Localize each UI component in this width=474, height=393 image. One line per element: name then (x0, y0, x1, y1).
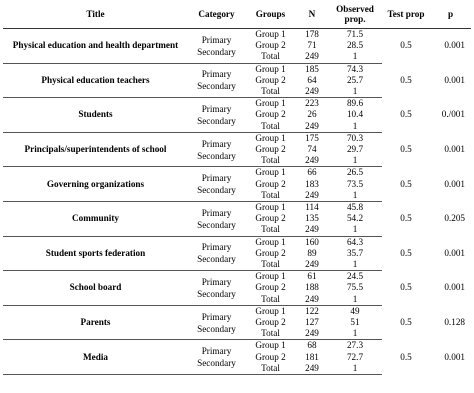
group-n: 127 (305, 317, 319, 328)
group-label: Group 2 (255, 282, 286, 293)
group-label: Total (245, 224, 296, 236)
group-n: 249 (296, 155, 328, 167)
group-n: 249 (296, 328, 328, 340)
group-observed-prop: 51 (350, 317, 360, 328)
group-n: 114 (305, 202, 319, 213)
group-n: 249 (296, 363, 328, 375)
group-label: Group 1 (255, 63, 286, 74)
group-observed-prop: 71.5 (346, 29, 364, 39)
table-row (3, 236, 471, 248)
row-category: Primary Secondary (188, 340, 245, 375)
group-label: Group 1 (255, 340, 286, 351)
group-n: 249 (296, 51, 328, 63)
group-label: Group 2 (255, 213, 286, 224)
group-n: 68 (307, 340, 317, 351)
group-observed-prop: 1 (328, 86, 382, 98)
group-label: Total (245, 259, 296, 271)
table-row (3, 340, 471, 352)
row-title: Physical education and health department (3, 29, 188, 64)
row-title: Student sports federation (3, 236, 188, 271)
row-category: Primary Secondary (188, 202, 245, 237)
row-p-value: 0.001 (444, 40, 465, 51)
row-p-value: 0.128 (444, 317, 465, 328)
group-n: 249 (296, 86, 328, 98)
group-n: 181 (305, 351, 319, 362)
group-n: 178 (305, 29, 319, 39)
header-test-prop: Test prop (382, 0, 430, 29)
group-label: Group 1 (255, 202, 286, 213)
group-n: 185 (305, 63, 319, 74)
group-n: 71 (307, 40, 317, 51)
group-n: 89 (307, 247, 317, 258)
group-label: Group 2 (255, 109, 286, 120)
group-label: Group 1 (255, 305, 286, 316)
row-title: Governing organizations (3, 167, 188, 202)
group-n: 183 (305, 178, 319, 189)
group-observed-prop: 70.3 (346, 132, 364, 143)
group-observed-prop: 1 (328, 51, 382, 63)
group-n: 122 (305, 305, 319, 316)
group-n: 175 (305, 132, 319, 143)
group-n: 66 (307, 167, 317, 178)
row-p-value: 0.001 (444, 74, 465, 85)
group-observed-prop: 1 (328, 259, 382, 271)
header-groups: Groups (245, 0, 296, 29)
group-label: Group 2 (255, 144, 286, 155)
group-label: Group 2 (255, 247, 286, 258)
group-label: Total (245, 86, 296, 98)
header-category: Category (188, 0, 245, 29)
group-label: Group 1 (255, 271, 286, 282)
row-p-value: 0.001 (444, 282, 465, 293)
group-n: 249 (296, 259, 328, 271)
header-title: Title (3, 0, 188, 29)
row-title: Physical education teachers (3, 63, 188, 98)
group-n: 160 (305, 236, 319, 247)
row-title: Parents (3, 305, 188, 340)
header-p: p (430, 0, 471, 29)
group-label: Group 2 (255, 74, 286, 85)
group-n: 249 (296, 121, 328, 133)
group-observed-prop: 25.7 (346, 74, 364, 85)
group-n: 26 (307, 109, 317, 120)
group-observed-prop: 10.4 (346, 109, 364, 120)
row-test-prop: 0.5 (400, 109, 412, 120)
group-observed-prop: 35.7 (346, 247, 364, 258)
group-label: Total (245, 328, 296, 340)
group-label: Total (245, 155, 296, 167)
row-test-prop: 0.5 (400, 317, 412, 328)
group-n: 249 (296, 224, 328, 236)
group-observed-prop: 29.7 (346, 144, 364, 155)
row-p-value: 0.001 (444, 178, 465, 189)
group-n: 64 (307, 74, 317, 85)
row-test-prop: 0.5 (400, 40, 412, 51)
row-category: Primary Secondary (188, 167, 245, 202)
row-title: Principals/superintendents of school (3, 132, 188, 167)
row-category: Primary Secondary (188, 29, 245, 64)
group-observed-prop: 72.7 (346, 351, 364, 362)
group-observed-prop: 24.5 (346, 271, 364, 282)
row-p-value: 0.205 (444, 213, 465, 224)
row-title: Media (3, 340, 188, 375)
group-observed-prop: 49 (350, 305, 360, 316)
group-label: Total (245, 51, 296, 63)
group-observed-prop: 1 (328, 328, 382, 340)
row-test-prop: 0.5 (400, 144, 412, 155)
group-observed-prop: 26.5 (346, 167, 364, 178)
group-label: Total (245, 121, 296, 133)
row-test-prop: 0.5 (400, 213, 412, 224)
row-title: Community (3, 202, 188, 237)
table-row (3, 132, 471, 144)
group-label: Group 1 (255, 98, 286, 109)
group-observed-prop: 73.5 (346, 178, 364, 189)
group-label: Total (245, 363, 296, 375)
table-row (3, 202, 471, 214)
row-test-prop: 0.5 (400, 178, 412, 189)
table-row (3, 63, 471, 75)
group-label: Group 1 (255, 236, 286, 247)
group-observed-prop: 89.6 (346, 98, 364, 109)
group-observed-prop: 1 (328, 224, 382, 236)
row-category: Primary Secondary (188, 63, 245, 98)
group-label: Group 2 (255, 317, 286, 328)
header-n: N (296, 0, 328, 29)
row-category: Primary Secondary (188, 271, 245, 306)
group-label: Group 2 (255, 178, 286, 189)
row-category: Primary Secondary (188, 132, 245, 167)
group-observed-prop: 54.2 (346, 213, 364, 224)
row-test-prop: 0.5 (400, 351, 412, 362)
row-test-prop: 0.5 (400, 74, 412, 85)
group-observed-prop: 1 (328, 121, 382, 133)
group-n: 74 (307, 144, 317, 155)
row-p-value: 0.001 (444, 144, 465, 155)
group-label: Group 1 (255, 167, 286, 178)
group-observed-prop: 64.3 (346, 236, 364, 247)
row-title: Students (3, 98, 188, 133)
group-observed-prop: 1 (328, 190, 382, 202)
header-row (3, 0, 471, 29)
group-n: 188 (305, 282, 319, 293)
group-label: Group 1 (255, 29, 286, 39)
group-n: 61 (307, 271, 317, 282)
group-observed-prop: 1 (328, 363, 382, 375)
row-test-prop: 0.5 (400, 247, 412, 258)
group-observed-prop: 75.5 (346, 282, 364, 293)
group-n: 135 (305, 213, 319, 224)
table-row (3, 305, 471, 317)
group-n: 249 (296, 190, 328, 202)
row-p-value: 0.001 (444, 247, 465, 258)
header-observed-prop: Observed prop. (328, 0, 382, 29)
group-n: 249 (296, 294, 328, 306)
table-body (3, 29, 471, 375)
group-label: Total (245, 294, 296, 306)
table-header (3, 0, 471, 29)
row-test-prop: 0.5 (400, 282, 412, 293)
group-observed-prop: 1 (328, 294, 382, 306)
group-label: Group 2 (255, 351, 286, 362)
group-label: Group 1 (255, 132, 286, 143)
table-row (3, 29, 471, 41)
group-label: Total (245, 190, 296, 202)
row-title: School board (3, 271, 188, 306)
row-p-value: 0./001 (441, 109, 465, 120)
group-observed-prop: 1 (328, 155, 382, 167)
row-category: Primary Secondary (188, 236, 245, 271)
proportions-table (3, 0, 471, 375)
group-n: 223 (305, 98, 319, 109)
group-observed-prop: 27.3 (346, 340, 364, 351)
table-row (3, 167, 471, 179)
group-observed-prop: 74.3 (346, 63, 364, 74)
group-label: Group 2 (255, 40, 286, 51)
group-observed-prop: 28.5 (346, 40, 364, 51)
group-observed-prop: 45.8 (346, 202, 364, 213)
row-category: Primary Secondary (188, 98, 245, 133)
table-row (3, 271, 471, 283)
row-category: Primary Secondary (188, 305, 245, 340)
table-row (3, 98, 471, 110)
row-p-value: 0.001 (444, 351, 465, 362)
